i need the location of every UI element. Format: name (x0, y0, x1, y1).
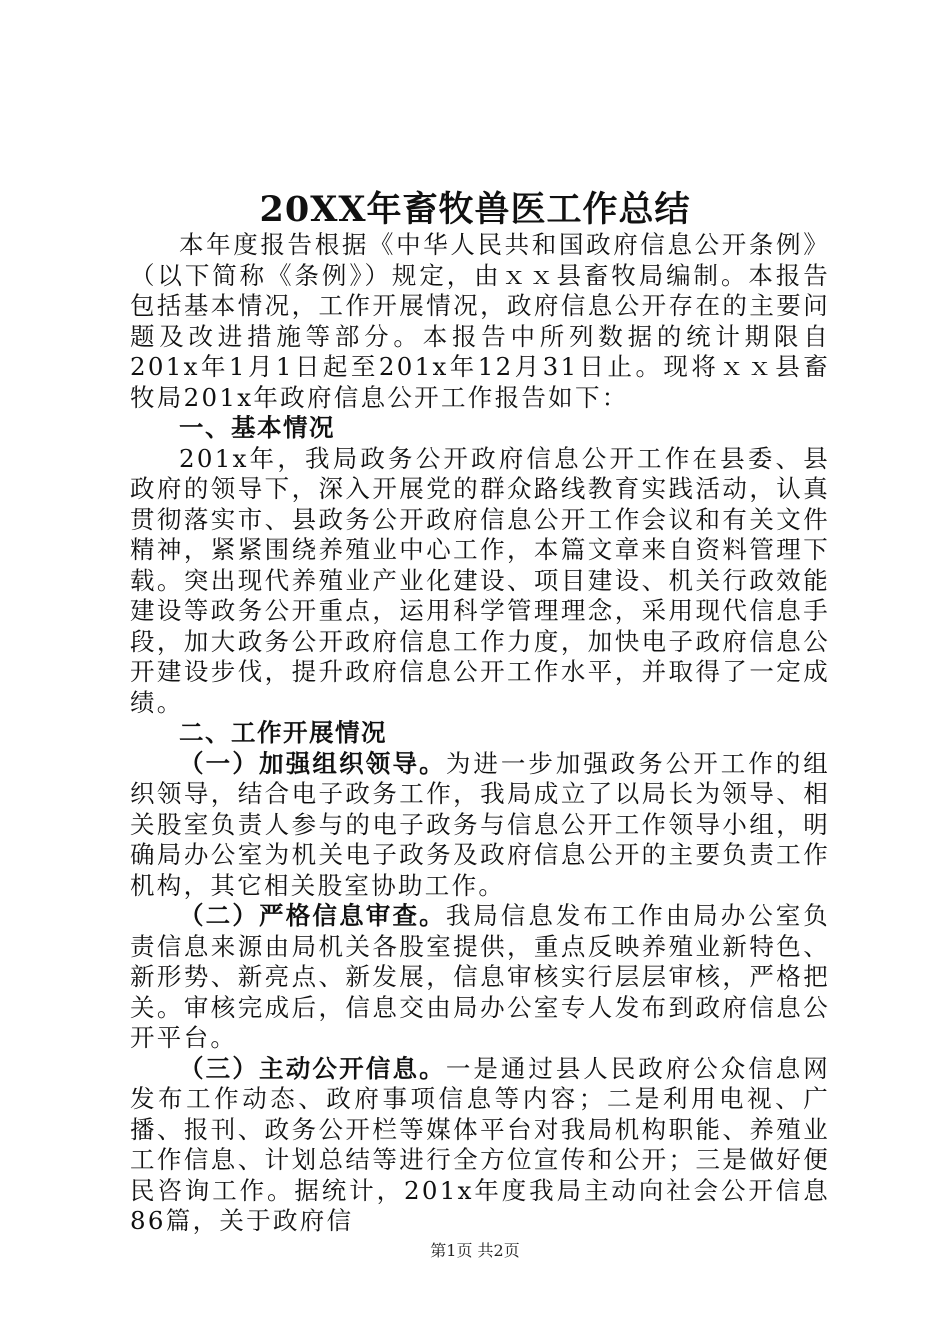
subsection-text: 为进一步加强政务公开工作的组织领导，结合电子政务工作，我局成立了以局长为领导、相关股室负责人参与的电子政务与信息公开工作领导小组，明确局办公室为机关电子政务及政府信息公开的主要负责工作机构，其它相关股室协助工作。 (130, 748, 831, 900)
subsection-text: 一是通过县人民政府公众信息网发布工作动态、政府事项信息等内容；二是利用电视、广播、报刊、政务公开栏等媒体平台对我局机构职能、养殖业工作信息、计划总结等进行全方位宣传和公开；三是做好便民咨询工作。据统计，201x年度我局主动向社会公开信息86篇，关于政府信 (130, 1053, 831, 1235)
intro-paragraph: 本年度报告根据《中华人民共和国政府信息公开条例》（以下简称《条例》）规定，由ｘｘ县畜牧局编制。本报告包括基本情况，工作开展情况，政府信息公开存在的主要问题及改进措施等部分。本报告中所列数据的统计期限自201x年1月1日起至201x年12月31日止。现将ｘｘ县畜牧局201x年政府信息公开工作报告如下： (130, 230, 830, 412)
document-body (130, 230, 830, 1237)
subsection-text: 我局信息发布工作由局办公室负责信息来源由局机关各股室提供，重点反映养殖业新特色、新形势、新亮点、新发展，信息审核实行层层审核，严格把关。审核完成后，信息交由局办公室专人发布到政府信息公开平台。 (130, 901, 831, 1052)
subsection-lead: （三）主动公开信息。 (179, 1053, 446, 1083)
page-footer: 第1页 共2页 (430, 1241, 520, 1260)
section-basic-paragraph: 201x年，我局政务公开政府信息公开工作在县委、县政府的领导下，深入开展党的群众路线教育实践活动，认真贯彻落实市、县政务公开政府信息公开工作会议和有关文件精神，紧紧围绕养殖业中心工作，本篇文章来自资料管理下载。突出现代养殖业产业化建设、项目建设、机关行政效能建设等政务公开重点，运用科学管理理念，采用现代信息手段，加大政务公开政府信息工作力度，加快电子政府信息公开建设步伐，提升政府信息公开工作水平，并取得了一定成绩。 (130, 443, 830, 717)
subsection-lead: （二）严格信息审查。 (179, 901, 446, 930)
subsection-paragraph-disclosure (130, 1054, 830, 1237)
subsection-paragraph-organization (130, 749, 830, 902)
subsection-paragraph-review (130, 901, 830, 1054)
section-heading-work: 二、工作开展情况 (179, 718, 387, 747)
section-heading-basic: 一、基本情况 (179, 413, 335, 442)
subsection-lead: （一）加强组织领导。 (179, 748, 446, 778)
document-title: 20XX年畜牧兽医工作总结 (259, 189, 691, 230)
